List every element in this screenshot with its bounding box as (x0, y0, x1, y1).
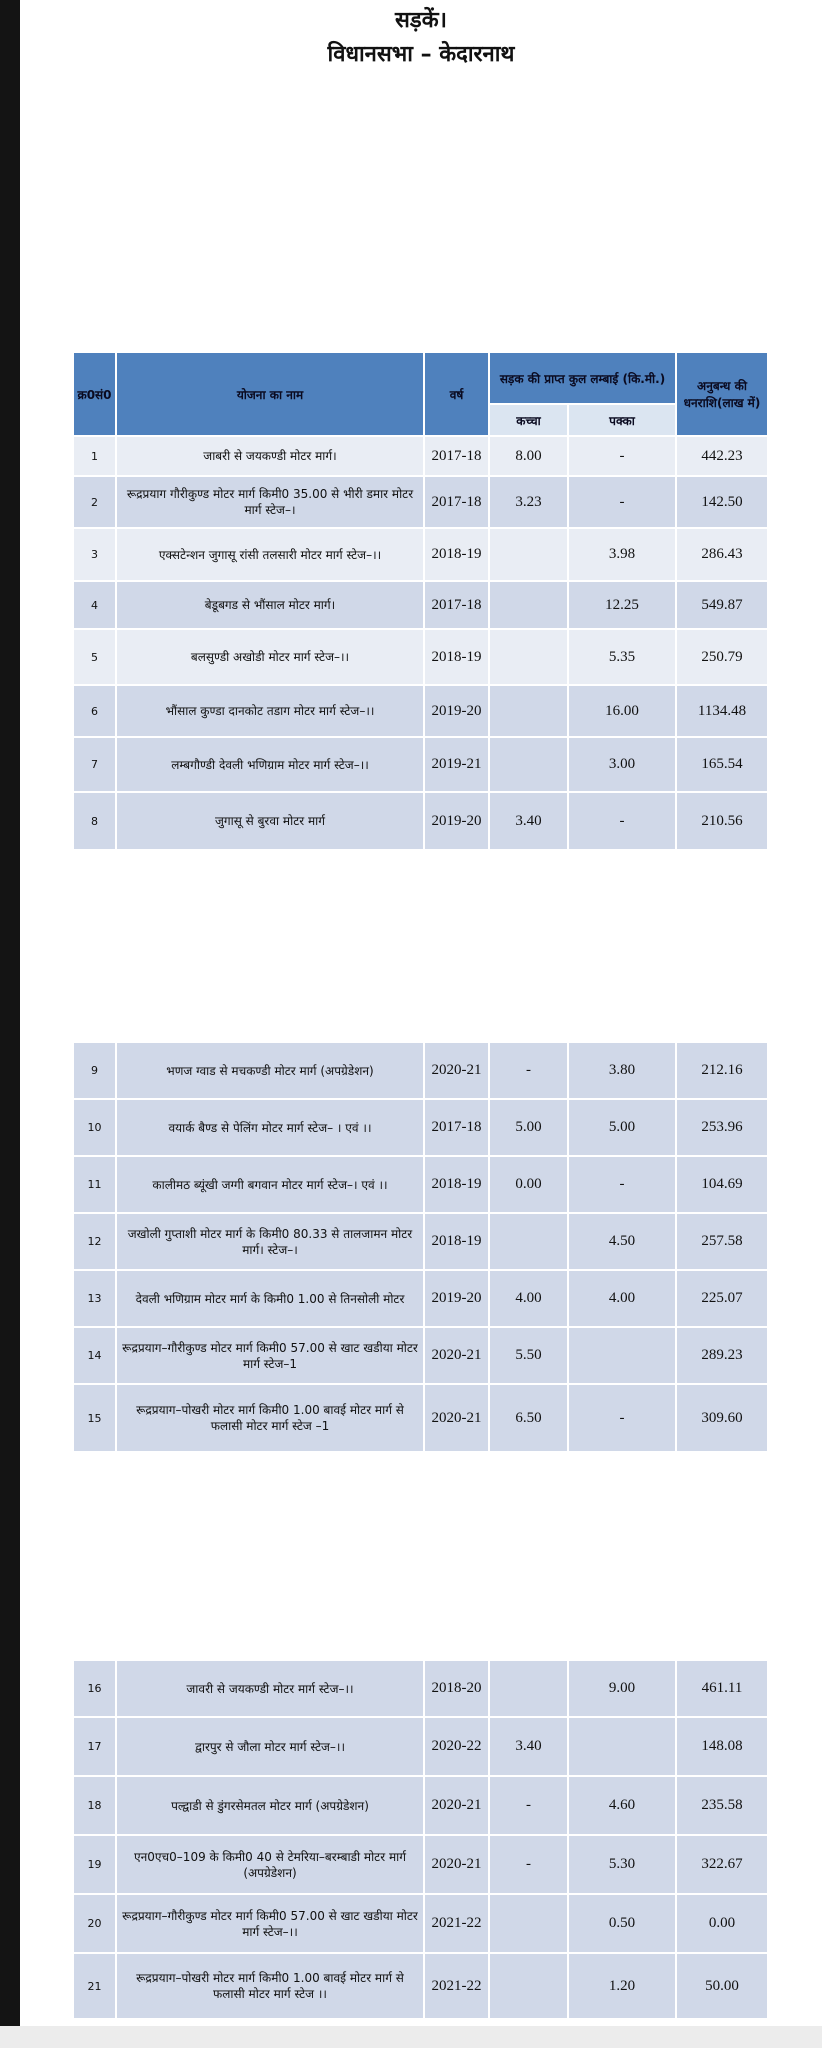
row-kachcha-length: 4.00 (489, 1270, 568, 1327)
row-scheme-name: कालीमठ ब्यूंखी जग्गी बगवान मोटर मार्ग स्टेज–। एवं ।। (116, 1156, 424, 1213)
row-kachcha-length: 3.23 (489, 476, 568, 528)
row-serial: 7 (73, 737, 116, 792)
row-contract-amount: 253.96 (676, 1099, 768, 1156)
row-pakka-length (568, 1327, 676, 1384)
row-pakka-length: 4.00 (568, 1270, 676, 1327)
row-pakka-length: 5.00 (568, 1099, 676, 1156)
row-year: 2018-20 (424, 1660, 489, 1717)
row-scheme-name: बलसुण्डी अखोडी मोटर मार्ग स्टेज–।। (116, 629, 424, 685)
row-pakka-length: - (568, 792, 676, 850)
row-serial: 6 (73, 685, 116, 737)
row-serial: 19 (73, 1835, 116, 1894)
row-contract-amount: 104.69 (676, 1156, 768, 1213)
row-pakka-length (568, 1717, 676, 1776)
row-year: 2017-18 (424, 436, 489, 476)
left-black-bar (0, 0, 20, 2048)
row-serial: 5 (73, 629, 116, 685)
row-kachcha-length (489, 581, 568, 629)
bottom-strip (0, 2026, 822, 2048)
row-year: 2018-19 (424, 629, 489, 685)
row-pakka-length: - (568, 436, 676, 476)
row-year: 2017-18 (424, 476, 489, 528)
row-serial: 8 (73, 792, 116, 850)
row-contract-amount: 461.11 (676, 1660, 768, 1717)
row-pakka-length: 4.60 (568, 1776, 676, 1835)
row-year: 2018-19 (424, 1156, 489, 1213)
row-scheme-name: रूद्रप्रयाग–गौरीकुण्ड मोटर मार्ग किमी0 57.00 से खाट खडीया मोटर मार्ग स्टेज–।। (116, 1894, 424, 1953)
row-serial: 16 (73, 1660, 116, 1717)
row-year: 2019-20 (424, 1270, 489, 1327)
table-row (73, 1660, 768, 1717)
table-row (73, 436, 768, 476)
row-year: 2021-22 (424, 1894, 489, 1953)
page-subtitle: विधानसभा – केदारनाथ (327, 42, 515, 67)
row-pakka-length: - (568, 476, 676, 528)
row-year: 2020-22 (424, 1717, 489, 1776)
row-pakka-length: 16.00 (568, 685, 676, 737)
row-year: 2019-21 (424, 737, 489, 792)
row-kachcha-length (489, 1953, 568, 2019)
row-scheme-name: एन0एच0–109 के किमी0 40 से टेमरिया–बरम्बाडी मोटर मार्ग (अपग्रेडेशन) (116, 1835, 424, 1894)
row-serial: 12 (73, 1213, 116, 1270)
header-pakka: पक्का (568, 404, 676, 436)
row-scheme-name: वयार्क बैण्ड से पेलिंग मोटर मार्ग स्टेज– । एवं ।। (116, 1099, 424, 1156)
row-scheme-name: रूद्रप्रयाग–गौरीकुण्ड मोटर मार्ग किमी0 57.00 से खाट खडीया मोटर मार्ग स्टेज–1 (116, 1327, 424, 1384)
table-row (73, 1717, 768, 1776)
row-kachcha-length: 5.50 (489, 1327, 568, 1384)
row-contract-amount: 148.08 (676, 1717, 768, 1776)
table-row (73, 1270, 768, 1327)
row-scheme-name: पल्द्वाडी से डुंगरसेमतल मोटर मार्ग (अपग्रेडेशन) (116, 1776, 424, 1835)
row-pakka-length: 4.50 (568, 1213, 676, 1270)
row-contract-amount: 442.23 (676, 436, 768, 476)
row-serial: 9 (73, 1042, 116, 1099)
row-contract-amount: 322.67 (676, 1835, 768, 1894)
row-contract-amount: 235.58 (676, 1776, 768, 1835)
row-contract-amount: 210.56 (676, 792, 768, 850)
row-scheme-name: बेडूबगड से भौंसाल मोटर मार्ग। (116, 581, 424, 629)
row-year: 2020-21 (424, 1042, 489, 1099)
row-serial: 14 (73, 1327, 116, 1384)
row-serial: 1 (73, 436, 116, 476)
row-serial: 15 (73, 1384, 116, 1452)
table-row (73, 581, 768, 629)
row-pakka-length: 3.80 (568, 1042, 676, 1099)
row-kachcha-length: 8.00 (489, 436, 568, 476)
row-pakka-length: 12.25 (568, 581, 676, 629)
header-name: योजना का नाम (116, 352, 424, 436)
row-kachcha-length (489, 1894, 568, 1953)
row-serial: 13 (73, 1270, 116, 1327)
table-row (73, 685, 768, 737)
row-kachcha-length: 0.00 (489, 1156, 568, 1213)
row-kachcha-length: 5.00 (489, 1099, 568, 1156)
row-serial: 20 (73, 1894, 116, 1953)
roads-table-part-1 (72, 351, 769, 851)
row-scheme-name: रूद्रप्रयाग–पोखरी मोटर मार्ग किमी0 1.00 बावई मोटर मार्ग से फलासी मोटर मार्ग स्टेज –1 (116, 1384, 424, 1452)
row-contract-amount: 225.07 (676, 1270, 768, 1327)
row-kachcha-length: - (489, 1835, 568, 1894)
row-pakka-length: 5.30 (568, 1835, 676, 1894)
table-row (73, 1953, 768, 2019)
row-scheme-name: रूद्रप्रयाग–पोखरी मोटर मार्ग किमी0 1.00 बावई मोटर मार्ग से फलासी मोटर मार्ग स्टेज ।। (116, 1953, 424, 2019)
row-pakka-length: - (568, 1384, 676, 1452)
row-scheme-name: लम्बगौण्डी देवली भणिग्राम मोटर मार्ग स्टेज–।। (116, 737, 424, 792)
row-scheme-name: जुगासू से बुरवा मोटर मार्ग (116, 792, 424, 850)
row-serial: 17 (73, 1717, 116, 1776)
roads-table-part-2 (72, 1041, 769, 1453)
row-pakka-length: - (568, 1156, 676, 1213)
row-year: 2017-18 (424, 1099, 489, 1156)
row-contract-amount: 142.50 (676, 476, 768, 528)
table-row (73, 1213, 768, 1270)
page-title: सड़कें। (395, 8, 447, 33)
row-contract-amount: 1134.48 (676, 685, 768, 737)
row-scheme-name: जावरी से जयकण्डी मोटर मार्ग स्टेज–।। (116, 1660, 424, 1717)
row-pakka-length: 3.98 (568, 528, 676, 581)
row-year: 2020-21 (424, 1776, 489, 1835)
header-length: सड़क की प्राप्त कुल लम्बाई (कि.मी.) (489, 352, 676, 404)
row-serial: 2 (73, 476, 116, 528)
row-kachcha-length (489, 737, 568, 792)
row-contract-amount: 165.54 (676, 737, 768, 792)
row-year: 2020-21 (424, 1835, 489, 1894)
row-serial: 10 (73, 1099, 116, 1156)
table-row (73, 528, 768, 581)
table-row (73, 1327, 768, 1384)
row-kachcha-length: - (489, 1042, 568, 1099)
row-kachcha-length (489, 629, 568, 685)
row-kachcha-length: 6.50 (489, 1384, 568, 1452)
row-serial: 3 (73, 528, 116, 581)
header-amount: अनुबन्ध की धनराशि(लाख में) (676, 352, 768, 436)
row-kachcha-length (489, 685, 568, 737)
row-kachcha-length (489, 528, 568, 581)
row-scheme-name: द्वारपुर से जौला मोटर मार्ग स्टेज–।। (116, 1717, 424, 1776)
row-contract-amount: 289.23 (676, 1327, 768, 1384)
row-year: 2017-18 (424, 581, 489, 629)
header-year: वर्ष (424, 352, 489, 436)
row-kachcha-length: 3.40 (489, 1717, 568, 1776)
row-contract-amount: 549.87 (676, 581, 768, 629)
row-scheme-name: भौंसाल कुण्डा दानकोट तडाग मोटर मार्ग स्टेज–।। (116, 685, 424, 737)
table-row (73, 1894, 768, 1953)
row-year: 2020-21 (424, 1384, 489, 1452)
table-row (73, 476, 768, 528)
row-contract-amount: 257.58 (676, 1213, 768, 1270)
row-contract-amount: 50.00 (676, 1953, 768, 2019)
roads-table-part-3 (72, 1659, 769, 2020)
table-row (73, 629, 768, 685)
row-contract-amount: 0.00 (676, 1894, 768, 1953)
row-pakka-length: 1.20 (568, 1953, 676, 2019)
row-year: 2020-21 (424, 1327, 489, 1384)
row-kachcha-length: 3.40 (489, 792, 568, 850)
row-kachcha-length: - (489, 1776, 568, 1835)
row-year: 2018-19 (424, 1213, 489, 1270)
row-contract-amount: 286.43 (676, 528, 768, 581)
table-row (73, 1099, 768, 1156)
row-kachcha-length (489, 1660, 568, 1717)
table-row (73, 1835, 768, 1894)
row-scheme-name: जाबरी से जयकण्डी मोटर मार्ग। (116, 436, 424, 476)
row-pakka-length: 9.00 (568, 1660, 676, 1717)
row-scheme-name: रूद्रप्रयाग गौरीकुण्ड मोटर मार्ग किमी0 35.00 से भीरी डमार मोटर मार्ग स्टेज–। (116, 476, 424, 528)
table-row (73, 1156, 768, 1213)
row-scheme-name: देवली भणिग्राम मोटर मार्ग के किमी0 1.00 से तिनसोली मोटर (116, 1270, 424, 1327)
row-year: 2019-20 (424, 685, 489, 737)
header-kachcha: कच्चा (489, 404, 568, 436)
row-serial: 4 (73, 581, 116, 629)
row-serial: 11 (73, 1156, 116, 1213)
row-contract-amount: 212.16 (676, 1042, 768, 1099)
row-contract-amount: 250.79 (676, 629, 768, 685)
row-contract-amount: 309.60 (676, 1384, 768, 1452)
table-row (73, 792, 768, 850)
row-pakka-length: 3.00 (568, 737, 676, 792)
row-pakka-length: 5.35 (568, 629, 676, 685)
row-serial: 18 (73, 1776, 116, 1835)
row-pakka-length: 0.50 (568, 1894, 676, 1953)
header-sn: क्र0सं0 (73, 352, 116, 436)
row-scheme-name: जखोली गुप्ताशी मोटर मार्ग के किमी0 80.33 से तालजामन मोटर मार्ग। स्टेज–। (116, 1213, 424, 1270)
row-kachcha-length (489, 1213, 568, 1270)
row-year: 2021-22 (424, 1953, 489, 2019)
table-row (73, 1042, 768, 1099)
row-year: 2018-19 (424, 528, 489, 581)
row-scheme-name: भणज ग्वाड से मचकण्डी मोटर मार्ग (अपग्रेडेशन) (116, 1042, 424, 1099)
row-serial: 21 (73, 1953, 116, 2019)
row-scheme-name: एक्सटेन्शन जुगासू रांसी तलसारी मोटर मार्ग स्टेज–।। (116, 528, 424, 581)
table-row (73, 1776, 768, 1835)
table-row (73, 737, 768, 792)
table-row (73, 1384, 768, 1452)
row-year: 2019-20 (424, 792, 489, 850)
